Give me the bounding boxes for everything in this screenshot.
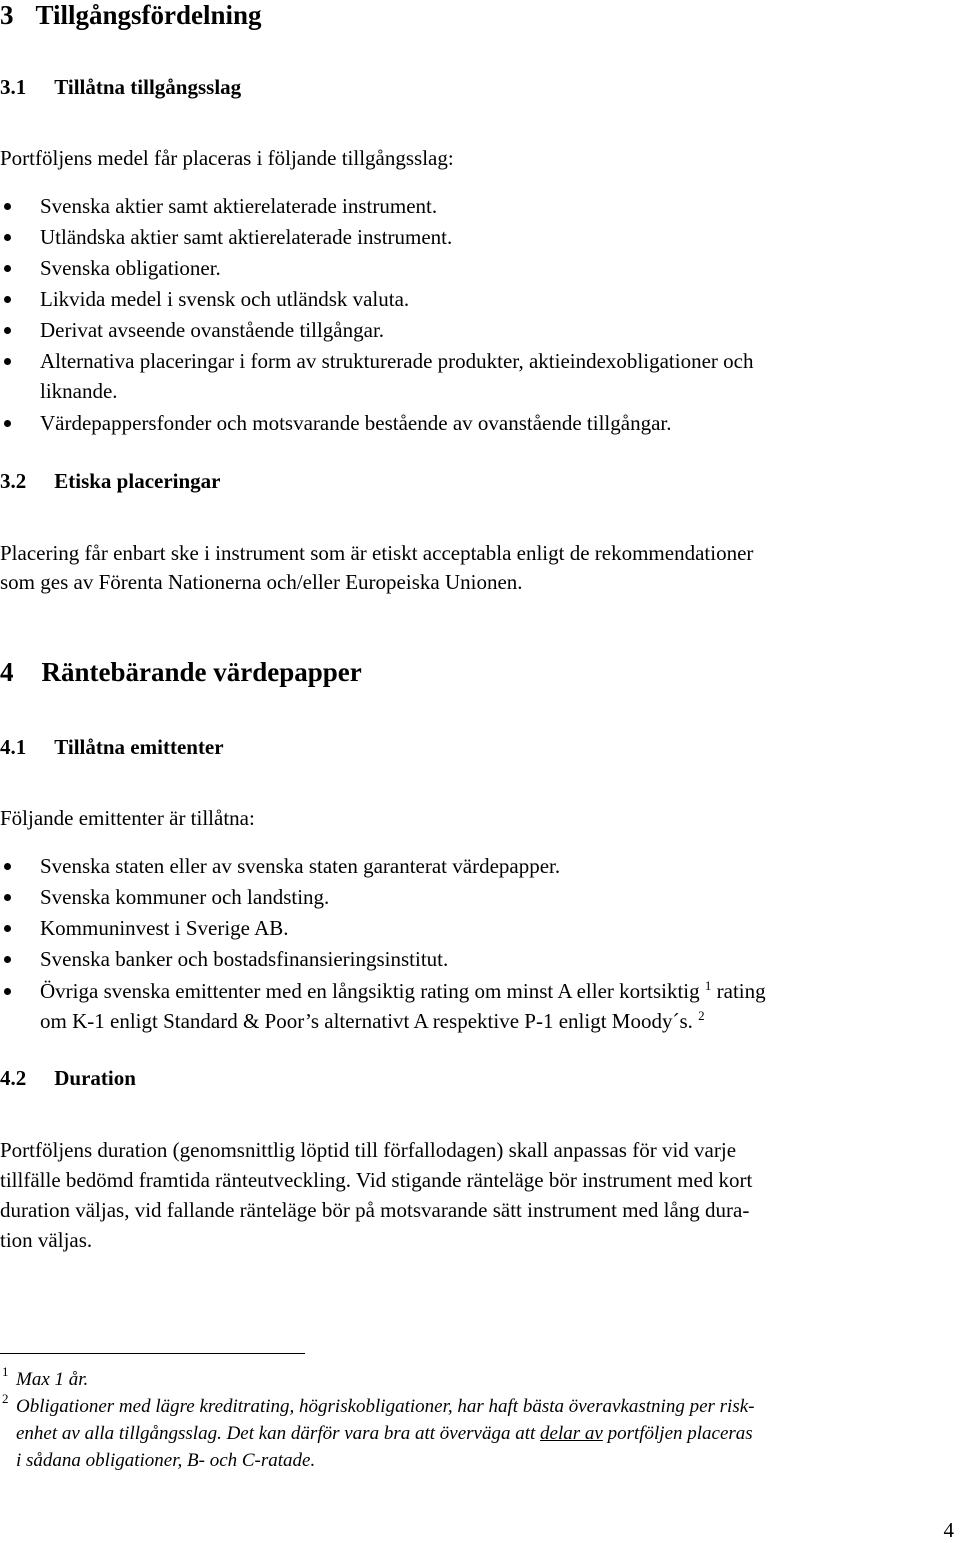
footnote-separator — [0, 1353, 305, 1354]
section-title: Etiska placeringar — [54, 469, 221, 493]
paragraph-line: som ges av Förenta Nationerna och/eller Europeiska Unionen. — [0, 570, 523, 594]
paragraph-line: Portföljens duration (genomsnittlig löptid till förfallodagen) skall anpassas för vid varje — [0, 1138, 737, 1162]
list-item: Svenska obligationer. — [40, 256, 221, 280]
section-3-1-intro: Portföljens medel får placeras i följande tillgångsslag: — [0, 146, 454, 170]
page-number: 4 — [943, 1518, 954, 1542]
bullet-icon — [4, 925, 11, 932]
underlined-text: delar av — [540, 1423, 603, 1444]
bullet-icon — [4, 358, 11, 365]
section-number: 3 — [0, 0, 14, 30]
list-item: Svenska staten eller av svenska staten garanterat värdepapper. — [40, 854, 561, 878]
list-item: Svenska aktier samt aktierelaterade instrument. — [40, 194, 438, 218]
section-number: 3.1 — [0, 75, 27, 99]
footnote-1: Max 1 år. — [16, 1369, 89, 1390]
section-title: Tillåtna tillgångsslag — [54, 75, 242, 99]
section-3-2-heading — [0, 469, 221, 494]
list-item: Derivat avseende ovanstående tillgångar. — [40, 318, 385, 342]
bullet-icon — [4, 894, 11, 901]
bullet-icon — [4, 327, 11, 334]
section-title: Tillgångsfördelning — [35, 0, 262, 30]
bullet-icon — [4, 863, 11, 870]
paragraph-line: Placering får enbart ske i instrument som är etiskt acceptabla enligt de rekommendationer — [0, 541, 754, 565]
section-3-heading — [0, 0, 262, 31]
section-number: 3.2 — [0, 469, 27, 493]
list-item: Övriga svenska emittenter med en långsiktig rating om minst A eller kortsiktig $^1$ rating — [40, 978, 766, 1003]
footnote-number: 1 — [2, 1364, 9, 1379]
footnote-ref-1[interactable]: 1 — [704, 978, 712, 993]
bullet-icon — [4, 203, 11, 210]
paragraph-line: tillfälle bedömd framtida ränteutveckling. Vid stigande ränteläge bör instrument med kort — [0, 1168, 753, 1192]
bullet-icon — [4, 296, 11, 303]
bullet-icon — [4, 988, 11, 995]
section-4-1-intro: Följande emittenter är tillåtna: — [0, 806, 255, 830]
section-title: Räntebärande värdepapper — [41, 657, 362, 687]
section-number: 4 — [0, 657, 14, 687]
footnote-2-line: Obligationer med lägre kreditrating, högriskobligationer, har haft bästa överavkastning per risk- — [16, 1396, 755, 1417]
list-item-continuation: liknande. — [40, 379, 118, 403]
paragraph-line: tion väljas. — [0, 1228, 93, 1252]
bullet-icon — [4, 265, 11, 272]
section-number: 4.2 — [0, 1066, 27, 1090]
section-number: 4.1 — [0, 735, 27, 759]
list-item: Utländska aktier samt aktierelaterade instrument. — [40, 225, 453, 249]
section-title: Tillåtna emittenter — [54, 735, 224, 759]
list-item: Kommuninvest i Sverige AB. — [40, 916, 289, 940]
list-item-continuation: om K-1 enligt Standard & Poor’s alternativt A respektive P-1 enligt Moody´s. $^2$ — [40, 1008, 705, 1033]
footnote-ref-2[interactable]: 2 — [698, 1008, 705, 1023]
footnote-number: 2 — [2, 1391, 9, 1406]
section-3-1-heading — [0, 75, 241, 100]
bullet-icon — [4, 234, 11, 241]
section-title: Duration — [54, 1066, 136, 1090]
section-4-2-heading — [0, 1066, 136, 1091]
list-item: Svenska banker och bostadsfinansieringsinstitut. — [40, 947, 449, 971]
footnote-2-line: enhet av alla tillgångsslag. Det kan därför vara bra att överväga att delar av portföljen placeras — [16, 1423, 753, 1444]
list-item: Svenska kommuner och landsting. — [40, 885, 330, 909]
paragraph-line: duration väljas, vid fallande ränteläge bör på motsvarande sätt instrument med lång dura- — [0, 1198, 750, 1222]
section-4-1-heading — [0, 735, 224, 760]
list-item: Värdepappersfonder och motsvarande bestående av ovanstående tillgångar. — [40, 411, 672, 435]
bullet-icon — [4, 420, 11, 427]
footnote-2-line: i sådana obligationer, B- och C-ratade. — [16, 1450, 316, 1471]
list-item: Alternativa placeringar i form av strukturerade produkter, aktieindexobligationer och — [40, 349, 754, 373]
list-item: Likvida medel i svensk och utländsk valuta. — [40, 287, 410, 311]
section-4-heading — [0, 657, 362, 688]
bullet-icon — [4, 956, 11, 963]
